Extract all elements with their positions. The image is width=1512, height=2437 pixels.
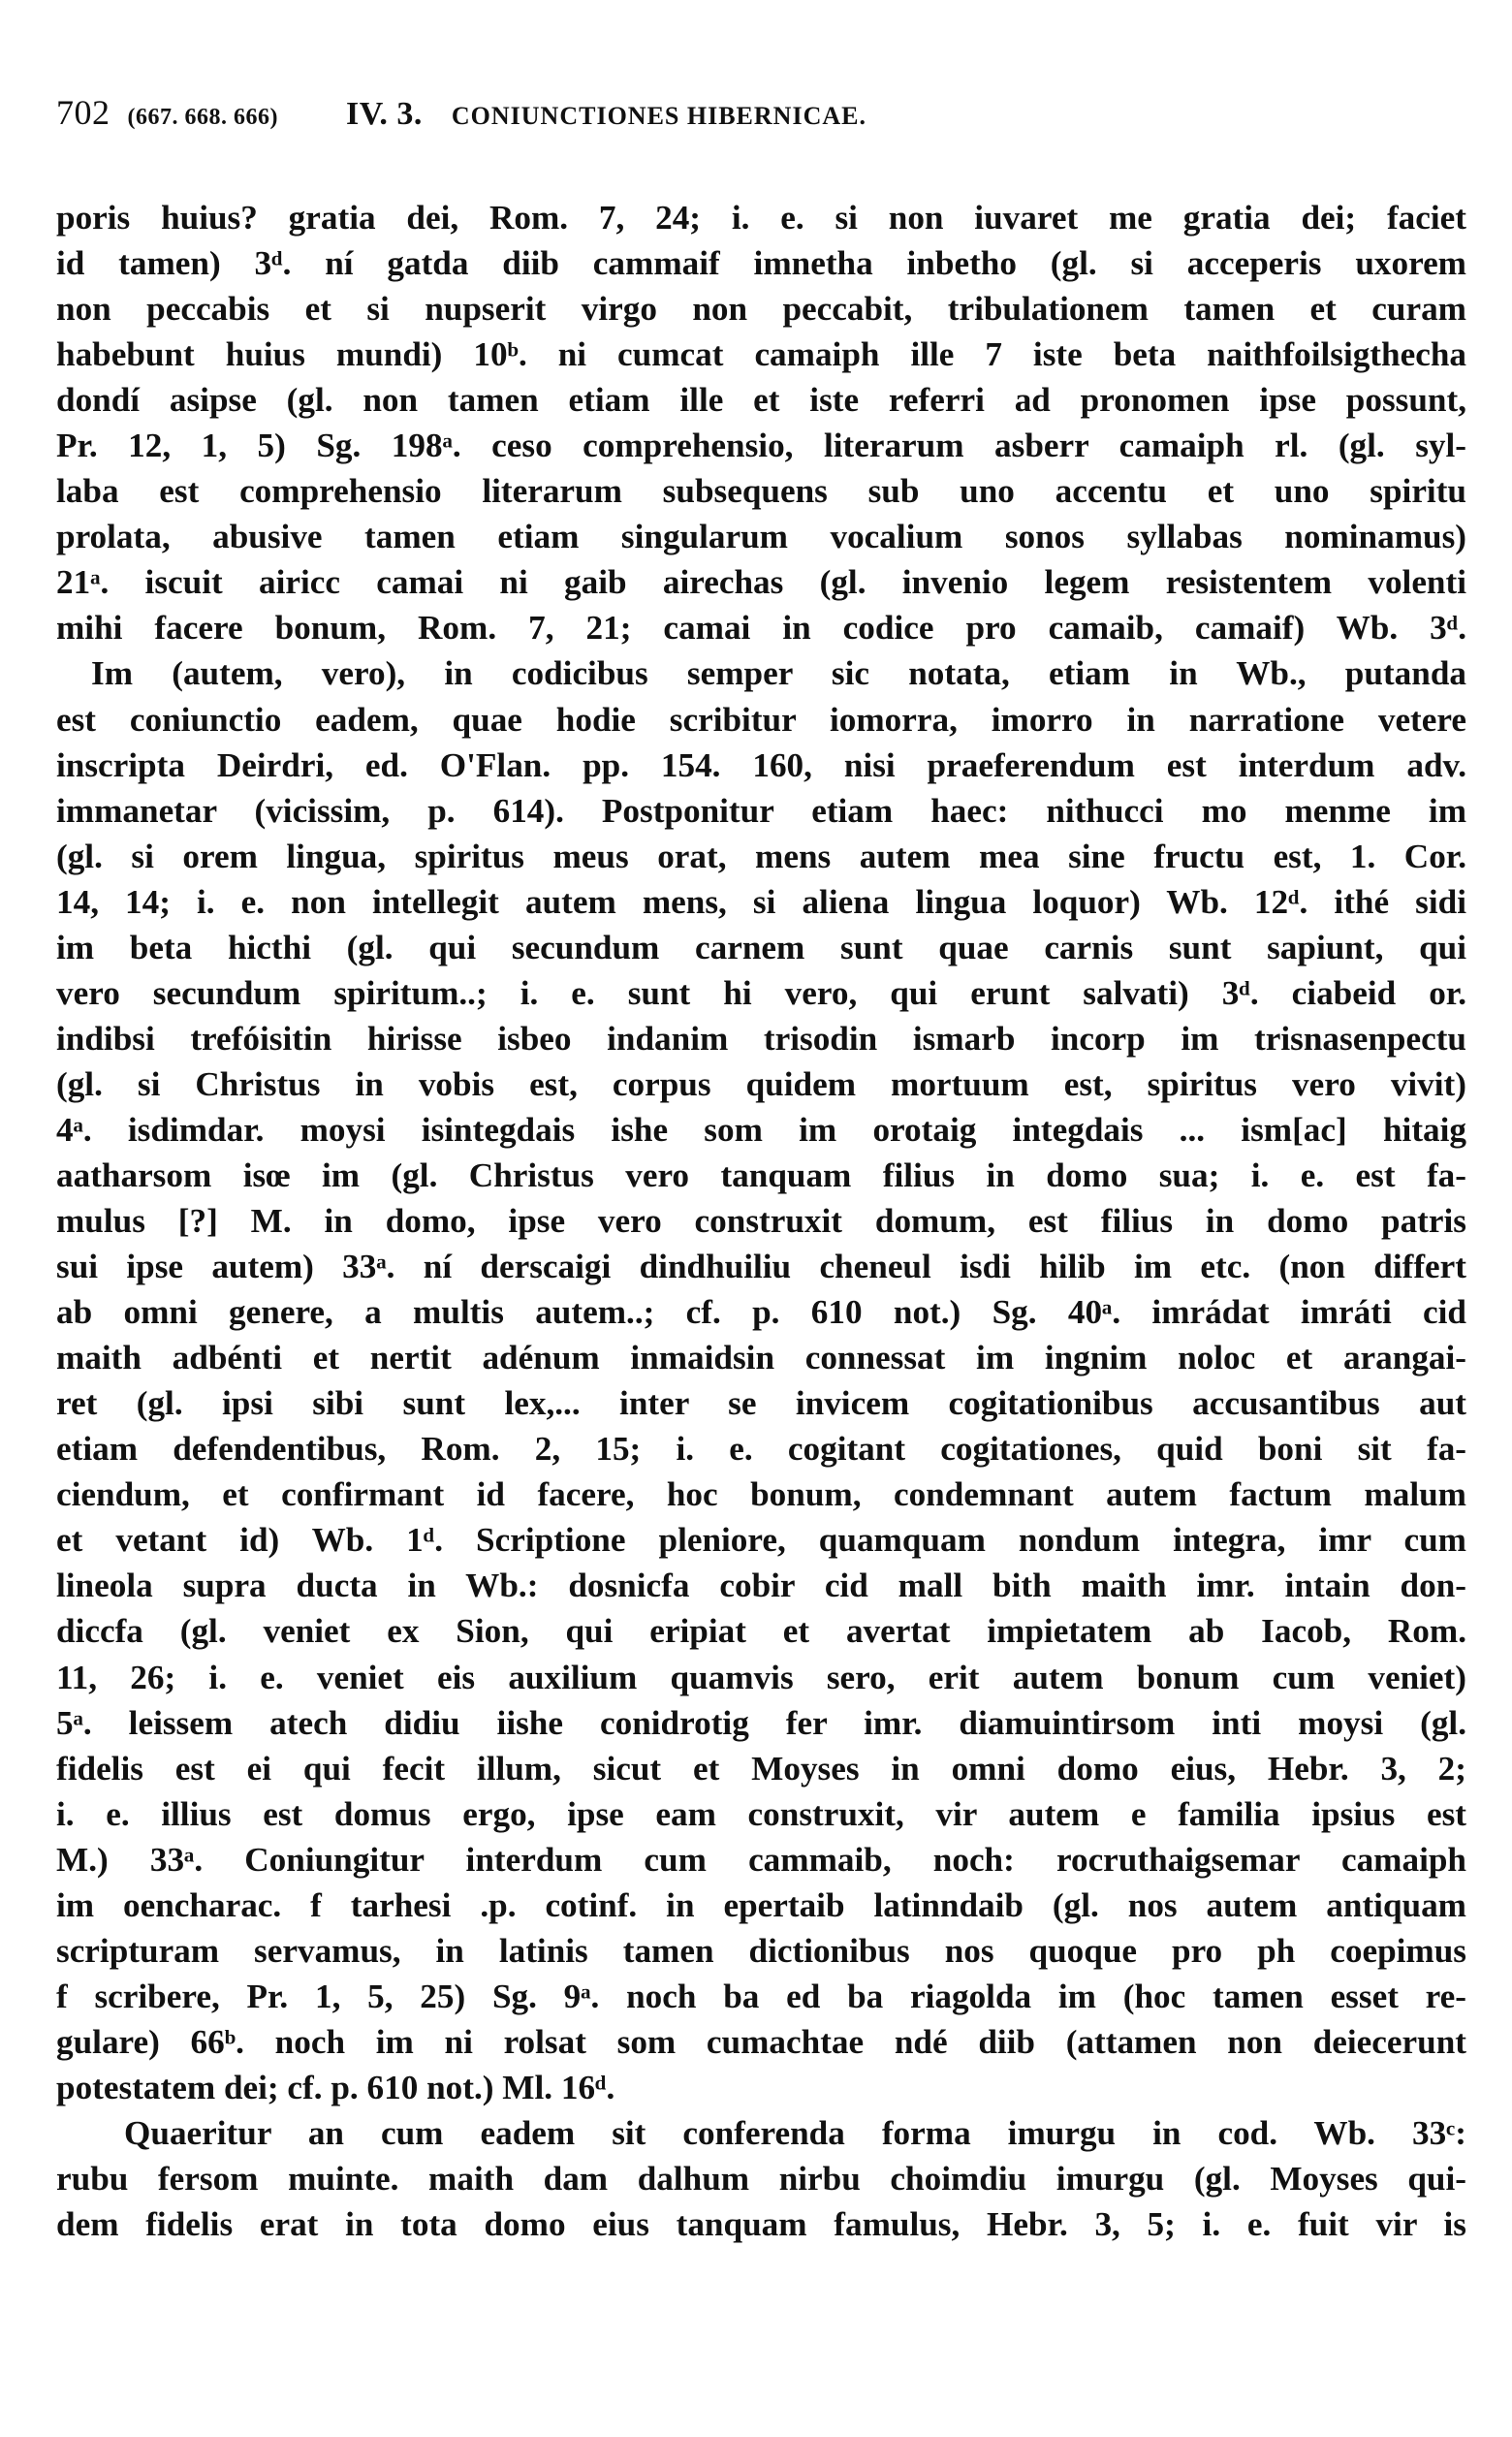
text-line: ret (gl. ipsi sibi sunt lex,... inter se invicem cogitationibus accusantibus aut <box>56 1384 1466 1423</box>
page-number: 702 <box>56 93 110 132</box>
text-line: 14, 14; i. e. non intellegit autem mens, si aliena lingua loquor) Wb. 12ᵈ. ithé sidi <box>56 882 1466 921</box>
section-number: IV. 3. <box>345 96 423 132</box>
text-line: mihi facere bonum, Rom. 7, 21; camai in codice pro camaib, camaif) Wb. 3ᵈ. <box>56 609 1466 648</box>
text-line: rubu fersom muinte. maith dam dalhum nirbu choimdiu imurgu (gl. Moyses qui- <box>56 2160 1466 2199</box>
text-line: vero secundum spiritum..; i. e. sunt hi vero, qui erunt salvati) 3ᵈ. ciabeid or. <box>56 973 1466 1012</box>
text-line: im beta hicthi (gl. qui secundum carnem sunt quae carnis sunt sapiunt, qui <box>56 928 1466 966</box>
text-line: ab omni genere, a multis autem..; cf. p. 610 not.) Sg. 40ᵃ. imrádat imráti cid <box>56 1293 1466 1332</box>
text-line: potestatem dei; cf. p. 610 not.) Ml. 16ᵈ. <box>56 2068 615 2106</box>
text-line: 21ᵃ. iscuit airicc camai ni gaib airechas (gl. invenio legem resistentem volenti <box>56 563 1466 602</box>
text-line: est coniunctio eadem, quae hodie scribitur iomorra, imorro in narratione vetere <box>56 700 1466 739</box>
text-line: non peccabis et si nupserit virgo non peccabit, tribulationem tamen et curam <box>56 290 1466 329</box>
text-line: im oencharac. f tarhesi .p. cotinf. in epertaib latinndaib (gl. nos autem antiquam <box>56 1885 1466 1924</box>
text-line: sui ipse autem) 33ᵃ. ní derscaigi dindhuiliu cheneul isdi hilib im etc. (non differt <box>56 1248 1466 1286</box>
text-line: aatharsom isœ im (gl. Christus vero tanquam filius in domo sua; i. e. est fa- <box>56 1155 1466 1194</box>
text-line: dondí asipse (gl. non tamen etiam ille et iste referri ad pronomen ipse possunt, <box>56 381 1466 420</box>
text-line: inscripta Deirdri, ed. O'Flan. pp. 154. 160, nisi praeferendum est interdum adv. <box>56 745 1466 784</box>
text-line: 4ᵃ. isdimdar. moysi isintegdais ishe som im orotaig integdais ... ism[ac] hitaig <box>56 1110 1466 1149</box>
text-line: scripturam servamus, in latinis tamen dictionibus nos quoque pro ph coepimus <box>56 1931 1466 1970</box>
text-line: mulus [?] M. in domo, ipse vero construxit domum, est filius in domo patris <box>56 1202 1466 1241</box>
text-line: M.) 33ᵃ. Coniungitur interdum cum cammaib, noch: rocruthaigsemar camaiph <box>56 1840 1466 1879</box>
text-line: etiam defendentibus, Rom. 2, 15; i. e. cogitant cogitationes, quid boni sit fa- <box>56 1430 1466 1469</box>
text-line: lineola supra ducta in Wb.: dosnicfa cobir cid mall bith maith imr. intain don- <box>56 1567 1466 1605</box>
text-line: Im (autem, vero), in codicibus semper sic notata, etiam in Wb., putanda <box>91 654 1466 693</box>
text-line: et vetant id) Wb. 1ᵈ. Scriptione pleniore, quamquam nondum integra, imr cum <box>56 1521 1466 1560</box>
running-title: CONIUNCTIONES HIBERNICAE. <box>451 102 866 130</box>
text-line: laba est comprehensio literarum subsequens sub uno accentu et uno spiritu <box>56 472 1466 511</box>
text-line: f scribere, Pr. 1, 5, 25) Sg. 9ᵃ. noch ba ed ba riagolda im (hoc tamen esset re- <box>56 1977 1466 2015</box>
text-line: Quaeritur an cum eadem sit conferenda forma imurgu in cod. Wb. 33ᶜ: <box>124 2113 1466 2152</box>
body-text <box>56 195 1466 2247</box>
text-line: 11, 26; i. e. veniet eis auxilium quamvis sero, erit autem bonum cum veniet) <box>56 1658 1466 1696</box>
text-line: gulare) 66ᵇ. noch im ni rolsat som cumachtae ndé diib (attamen non deiecerunt <box>56 2022 1466 2061</box>
text-line: prolata, abusive tamen etiam singularum vocalium sonos syllabas nominamus) <box>56 518 1466 556</box>
text-line: dem fidelis erat in tota domo eius tanquam famulus, Hebr. 3, 5; i. e. fuit vir is <box>56 2205 1466 2244</box>
text-line: diccfa (gl. veniet ex Sion, qui eripiat et avertat impietatem ab Iacob, Rom. <box>56 1612 1466 1651</box>
text-line: Pr. 12, 1, 5) Sg. 198ᵃ. ceso comprehensio, literarum asberr camaiph rl. (gl. syl- <box>56 427 1466 465</box>
text-line: id tamen) 3ᵈ. ní gatda diib cammaif imnetha inbetho (gl. si acceperis uxorem <box>56 244 1466 283</box>
text-line: 5ᵃ. leissem atech didiu iishe conidrotig fer imr. diamuintirsom inti moysi (gl. <box>56 1703 1466 1742</box>
text-line: (gl. si Christus in vobis est, corpus quidem mortuum est, spiritus vero vivit) <box>56 1064 1466 1103</box>
page <box>56 92 1466 2247</box>
text-line: indibsi trefóisitin hirisse isbeo indanim trisodin ismarb incorp im trisnasenpectu <box>56 1019 1466 1058</box>
text-line: ciendum, et confirmant id facere, hoc bonum, condemnant autem factum malum <box>56 1475 1466 1514</box>
cross-reference: (667. 668. 666) <box>127 105 278 130</box>
text-line: i. e. illius est domus ergo, ipse eam construxit, vir autem e familia ipsius est <box>56 1794 1466 1833</box>
text-line: maith adbénti et nertit adénum inmaidsin connessat im ingnim noloc et arangai- <box>56 1339 1466 1377</box>
running-head <box>56 92 1466 139</box>
text-line: habebunt huius mundi) 10ᵇ. ni cumcat camaiph ille 7 iste beta naithfoilsigthecha <box>56 335 1466 374</box>
text-line: poris huius? gratia dei, Rom. 7, 24; i. e. si non iuvaret me gratia dei; faciet <box>56 199 1466 237</box>
text-line: fidelis est ei qui fecit illum, sicut et Moyses in omni domo eius, Hebr. 3, 2; <box>56 1749 1466 1788</box>
text-line: immanetar (vicissim, p. 614). Postponitur etiam haec: nithucci mo menme im <box>56 791 1466 830</box>
text-line: (gl. si orem lingua, spiritus meus orat, mens autem mea sine fructu est, 1. Cor. <box>56 837 1466 875</box>
